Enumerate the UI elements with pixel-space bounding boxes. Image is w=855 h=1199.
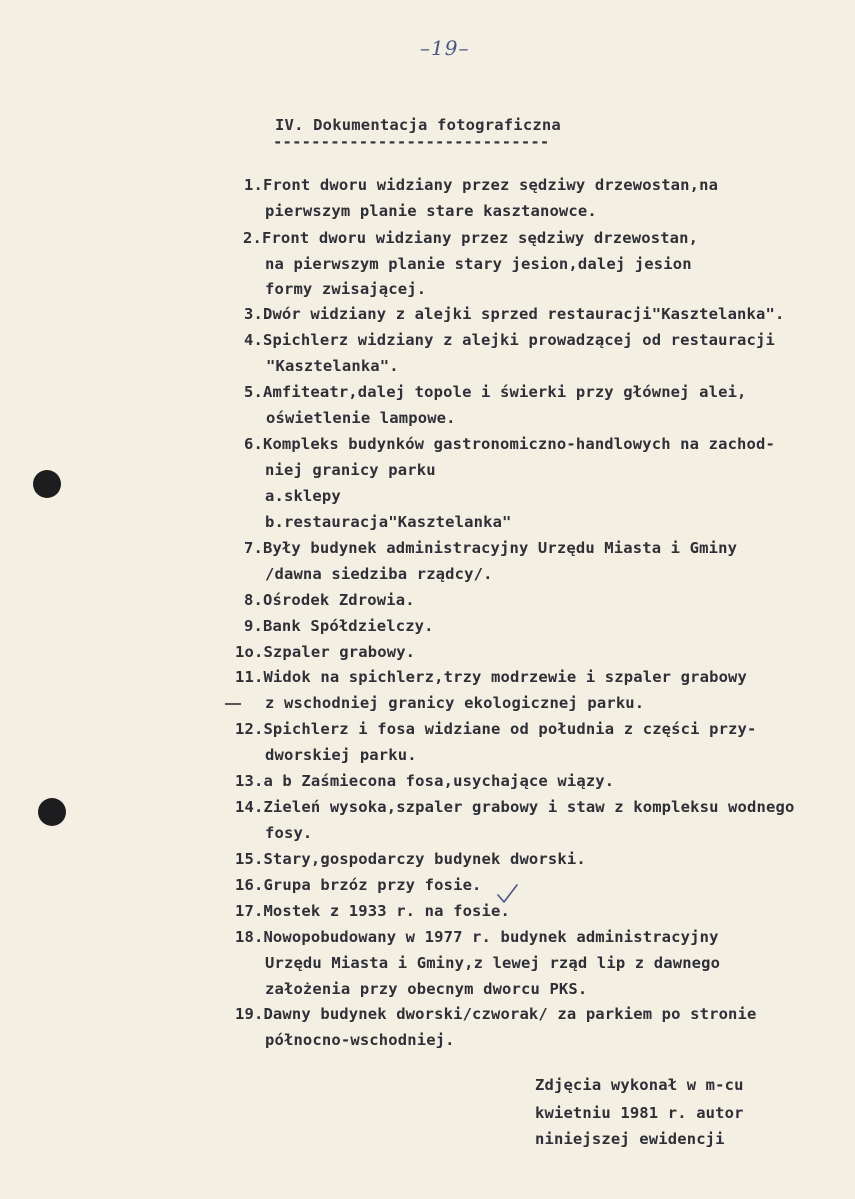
item-18-line-2: Urzędu Miasta i Gminy,z lewej rząd lip z dawnego — [265, 954, 721, 972]
item-6-line-3: a.sklepy — [265, 487, 341, 505]
item-7-line-1: 7.Były budynek administracyjny Urzędu Miasta i Gminy — [244, 539, 738, 557]
item-18-line-1: 18.Nowopobudowany w 1977 r. budynek administracyjny — [235, 928, 719, 946]
punch-hole-bottom — [38, 798, 66, 826]
item-1-line-1: 1.Front dworu widziany przez sędziwy drzewostan,na — [244, 176, 719, 194]
item-6-line-1: 6.Kompleks budynków gastronomiczno-handlowych na zachod- — [244, 435, 775, 453]
item-4-line-1: 4.Spichlerz widziany z alejki prowadzącej od restauracji — [244, 331, 775, 349]
item-14-line-1: 14.Zieleń wysoka,szpaler grabowy i staw z kompleksu wodnego — [235, 798, 795, 816]
checkmark-icon — [495, 882, 521, 908]
item-13-line-1: 13.a b Zaśmiecona fosa,usychające wiązy. — [235, 772, 615, 790]
item-19-line-2: północno-wschodniej. — [265, 1031, 455, 1049]
item-6-line-2: niej granicy parku — [265, 461, 436, 479]
item-11-line-1: 11.Widok na spichlerz,trzy modrzewie i szpaler grabowy — [235, 668, 748, 686]
section-title: IV. Dokumentacja fotograficzna — [275, 116, 561, 134]
item-12-line-1: 12.Spichlerz i fosa widziane od południa z części przy- — [235, 720, 757, 738]
item-1-line-2: pierwszym planie stare kasztanowce. — [265, 202, 597, 220]
item-19-line-1: 19.Dawny budynek dworski/czworak/ za parkiem po stronie — [235, 1005, 757, 1023]
item-12-line-2: dworskiej parku. — [265, 746, 417, 764]
item-14-line-2: fosy. — [265, 824, 313, 842]
item-6-line-4: b.restauracja"Kasztelanka" — [265, 513, 512, 531]
item-11-line-2: z wschodniej granicy ekologicznej parku. — [265, 694, 645, 712]
item-5-line-1: 5.Amfiteatr,dalej topole i świerki przy głównej alei, — [244, 383, 747, 401]
page-number: –19– — [420, 36, 470, 60]
item-4-line-2: "Kasztelanka". — [266, 357, 399, 375]
punch-hole-top — [33, 470, 61, 498]
item-2-line-2: na pierwszym planie stary jesion,dalej jesion — [265, 255, 692, 273]
item-17-line-1: 17.Mostek z 1933 r. na fosie. — [235, 902, 510, 920]
item-3-line-1: 3.Dwór widziany z alejki sprzed restauracji"Kasztelanka". — [244, 305, 785, 323]
item-16-line-1: 16.Grupa brzóz przy fosie. — [235, 876, 482, 894]
item-5-line-2: oświetlenie lampowe. — [266, 409, 456, 427]
signature-line-3: niniejszej ewidencji — [535, 1130, 725, 1148]
margin-dash-mark — [225, 703, 241, 705]
title-underline: ----------------------------- — [273, 133, 550, 151]
item-8-line-1: 8.Ośrodek Zdrowia. — [244, 591, 415, 609]
item-7-line-2: /dawna siedziba rządcy/. — [265, 565, 493, 583]
signature-line-1: Zdjęcia wykonał w m-cu — [535, 1076, 744, 1094]
item-15-line-1: 15.Stary,gospodarczy budynek dworski. — [235, 850, 586, 868]
item-10-line-1: 1o.Szpaler grabowy. — [235, 643, 416, 661]
signature-line-2: kwietniu 1981 r. autor — [535, 1104, 744, 1122]
item-2-line-3: formy zwisającej. — [265, 280, 427, 298]
item-18-line-3: założenia przy obecnym dworcu PKS. — [265, 980, 588, 998]
item-9-line-1: 9.Bank Spółdzielczy. — [244, 617, 434, 635]
item-2-line-1: 2.Front dworu widziany przez sędziwy drzewostan, — [243, 229, 699, 247]
